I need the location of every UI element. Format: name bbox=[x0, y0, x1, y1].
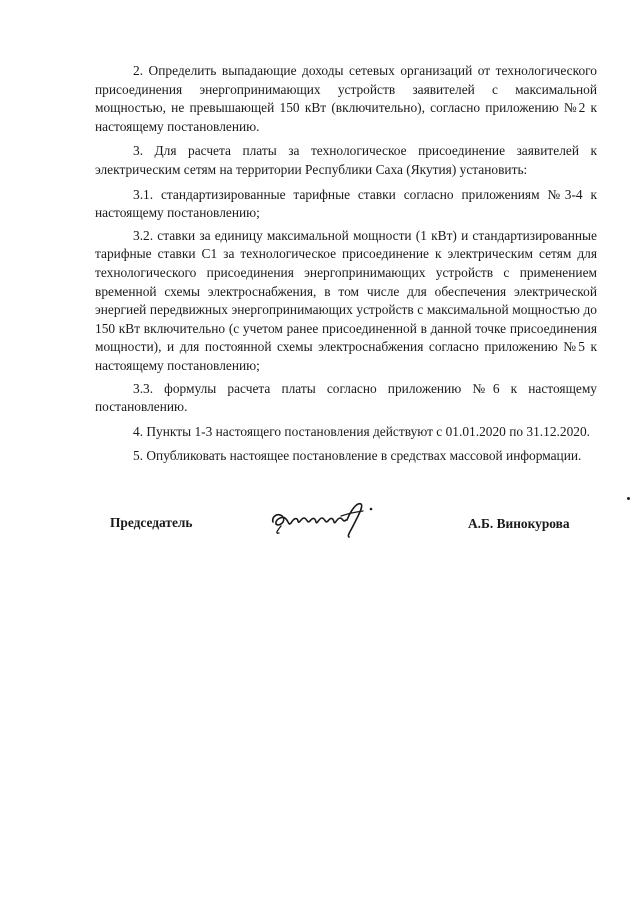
signature-block bbox=[95, 496, 595, 546]
handwritten-signature-icon bbox=[267, 496, 377, 540]
scan-mark bbox=[627, 497, 630, 500]
paragraph-3-3: 3.3. формулы расчета платы согласно приложению №6 к настоящему постановлению. bbox=[95, 380, 597, 415]
paragraph-4: 4. Пункты 1-3 настоящего постановления действуют с 01.01.2020 по 31.12.2020. bbox=[133, 423, 591, 439]
signatory-title: Председатель bbox=[110, 515, 193, 530]
paragraph-3: 3. Для расчета платы за технологическое присоединение заявителей к электрическим сетям на территории Республики Саха (Якутия) установить: bbox=[95, 143, 597, 177]
paragraph-5: 5. Опубликовать настоящее постановление в средствах массовой информации. bbox=[133, 448, 582, 464]
paragraph-3-2: 3.2. ставки за единицу максимальной мощности (1 кВт) и стандартизированные тарифные ставки С1 за технологическое присоединение к электрическим сетям для технологического присоединения энергопринимающих устройств с применением временной схемы электроснабжения, в том числе для обеспечения электрической энергией передвижных энергопринимающих устройств с максимальной мощностью до 150 кВт включительно (с учетом ранее присоединенной в данной точке присоединения мощности), и для постоянной схемы электроснабжения согласно приложению №5 к настоящему постановлению; bbox=[95, 227, 597, 373]
paragraph-2: 2. Определить выпадающие доходы сетевых организаций от технологического присоединения энергопринимающих устройств заявителей с максимальной мощностью, не превышающей 150 кВт (включительно), согласно приложению №2 к настоящему постановлению. bbox=[95, 63, 597, 134]
paragraph-3-1: 3.1. стандартизированные тарифные ставки согласно приложениям №3-4 к настоящему постановлению; bbox=[95, 186, 597, 221]
signatory-name: А.Б. Винокурова bbox=[468, 516, 570, 531]
document-body bbox=[95, 62, 597, 472]
